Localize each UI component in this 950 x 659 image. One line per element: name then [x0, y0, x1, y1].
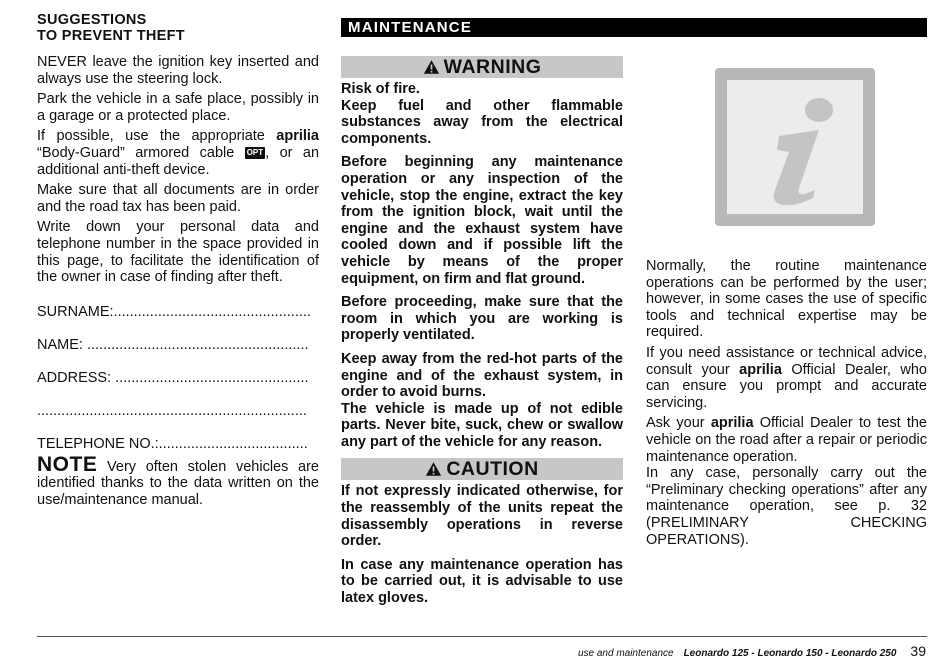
brand-name: aprilia [739, 361, 782, 378]
opt-badge: OPT [246, 147, 264, 157]
page-number: 39 [910, 643, 926, 659]
footer-model-label: Leonardo 125 - Leonardo 150 - Leonardo 250 [683, 648, 897, 659]
section-title [37, 12, 319, 44]
caution-label: CAUTION [446, 458, 539, 481]
paragraph-ignition: NEVER leave the ignition key inserted and always use the steering lock. [37, 54, 319, 87]
paragraph-routine-maintenance: Normally, the routine maintenance operations can be performed by the user; however, in some cases the use of specific tools and technical expertise may be required. [646, 258, 927, 341]
paragraph-assistance [646, 345, 927, 411]
footer-manual-label: use and maintenance [577, 648, 674, 659]
maintenance-warnings [341, 56, 623, 607]
info-icon-inner [727, 80, 863, 214]
text: Ask your [646, 415, 711, 432]
text: Official Dealer, who can ensure you prompt and accurate servicing. [646, 361, 927, 411]
caution-reassembly: If not expressly indicated otherwise, for the reassembly of the units repeat the disassembly operations in reverse order. [341, 483, 623, 550]
warning-label: WARNING [443, 56, 542, 78]
page-footer [578, 643, 926, 659]
note-text: Very often stolen vehicles are identified thanks to the data written on the use/maintenance manual. [37, 458, 319, 508]
maintenance-info [646, 258, 927, 548]
paragraph-personal-data: Write down your personal data and telephone number in the space provided in this page, to facilitate the identification of the owner in case of finding after theft. [37, 219, 319, 286]
warning-fire-risk: Risk of fire. [341, 81, 420, 97]
surname-field: SURNAME:................................................. [37, 303, 311, 320]
text: “Body-Guard” armored cable [37, 144, 245, 161]
paragraph-preliminary-checks: In any case, personally carry out the “Preliminary checking operations” after any maintenance operation, see p. 32 (PRELIMINARY CHECKING OPERATIONS). [646, 465, 927, 548]
warning-burns: Keep away from the red-hot parts of the engine and of the exhaust system, in order to avoid burns. [341, 350, 623, 401]
text: If possible, use the appropriate [37, 128, 277, 145]
paragraph-body-guard [37, 128, 319, 178]
title-line-1: SUGGESTIONS [37, 12, 147, 28]
paragraph-road-test [646, 415, 927, 465]
warning-flammable: Keep fuel and other flammable substances away from the electrical components. [341, 97, 623, 147]
warning-ventilation: Before proceeding, make sure that the room in which you are working is properly ventilated. [341, 294, 623, 344]
address-continued-field: ................................................................... [37, 402, 307, 419]
paragraph-documents: Make sure that all documents are in order and the road tax has been paid. [37, 182, 319, 215]
italic-i-icon [727, 80, 863, 214]
caution-icon [425, 461, 442, 477]
note-paragraph [37, 452, 319, 509]
text: , or an additional anti-theft device. [37, 144, 320, 178]
warning-banner [341, 56, 623, 78]
address-field: ADDRESS: ................................................ [37, 369, 309, 386]
paragraph-parking: Park the vehicle in a safe place, possibly in a garage or a protected place. [37, 91, 319, 124]
brand-name: aprilia [276, 128, 319, 145]
caution-gloves: In case any maintenance operation has to be carried out, it is advisable to use latex gloves. [341, 556, 623, 607]
caution-banner [341, 458, 623, 480]
warning-icon [423, 59, 440, 75]
text: Official Dealer to test the vehicle on the road after a repair or periodic maintenance operation. [646, 415, 927, 465]
brand-name: aprilia [710, 415, 754, 432]
section-header: MAINTENANCE [341, 18, 927, 37]
note-label: NOTE [37, 452, 98, 476]
name-field: NAME: ....................................................... [37, 336, 309, 353]
text: If you need assistance or technical advice, consult your [646, 344, 927, 378]
info-icon [715, 68, 875, 226]
caution-block [341, 458, 623, 606]
footer-divider [37, 636, 927, 637]
warning-not-edible: The vehicle is made up of not edible parts. Never bite, suck, chew or swallow any part of the vehicle for any reason. [341, 400, 623, 450]
theft-section [37, 12, 319, 509]
warning-before-maintenance: Before beginning any maintenance operation or any inspection of the vehicle, stop the engine, extract the key from the ignition block, wait until the engine and the exhaust system have cooled down and if possible lift the vehicle by means of the proper equipment, on firm and flat ground. [341, 154, 623, 287]
telephone-field: TELEPHONE NO.:..................................... [37, 435, 308, 452]
title-line-2: TO PREVENT THEFT [37, 28, 185, 44]
